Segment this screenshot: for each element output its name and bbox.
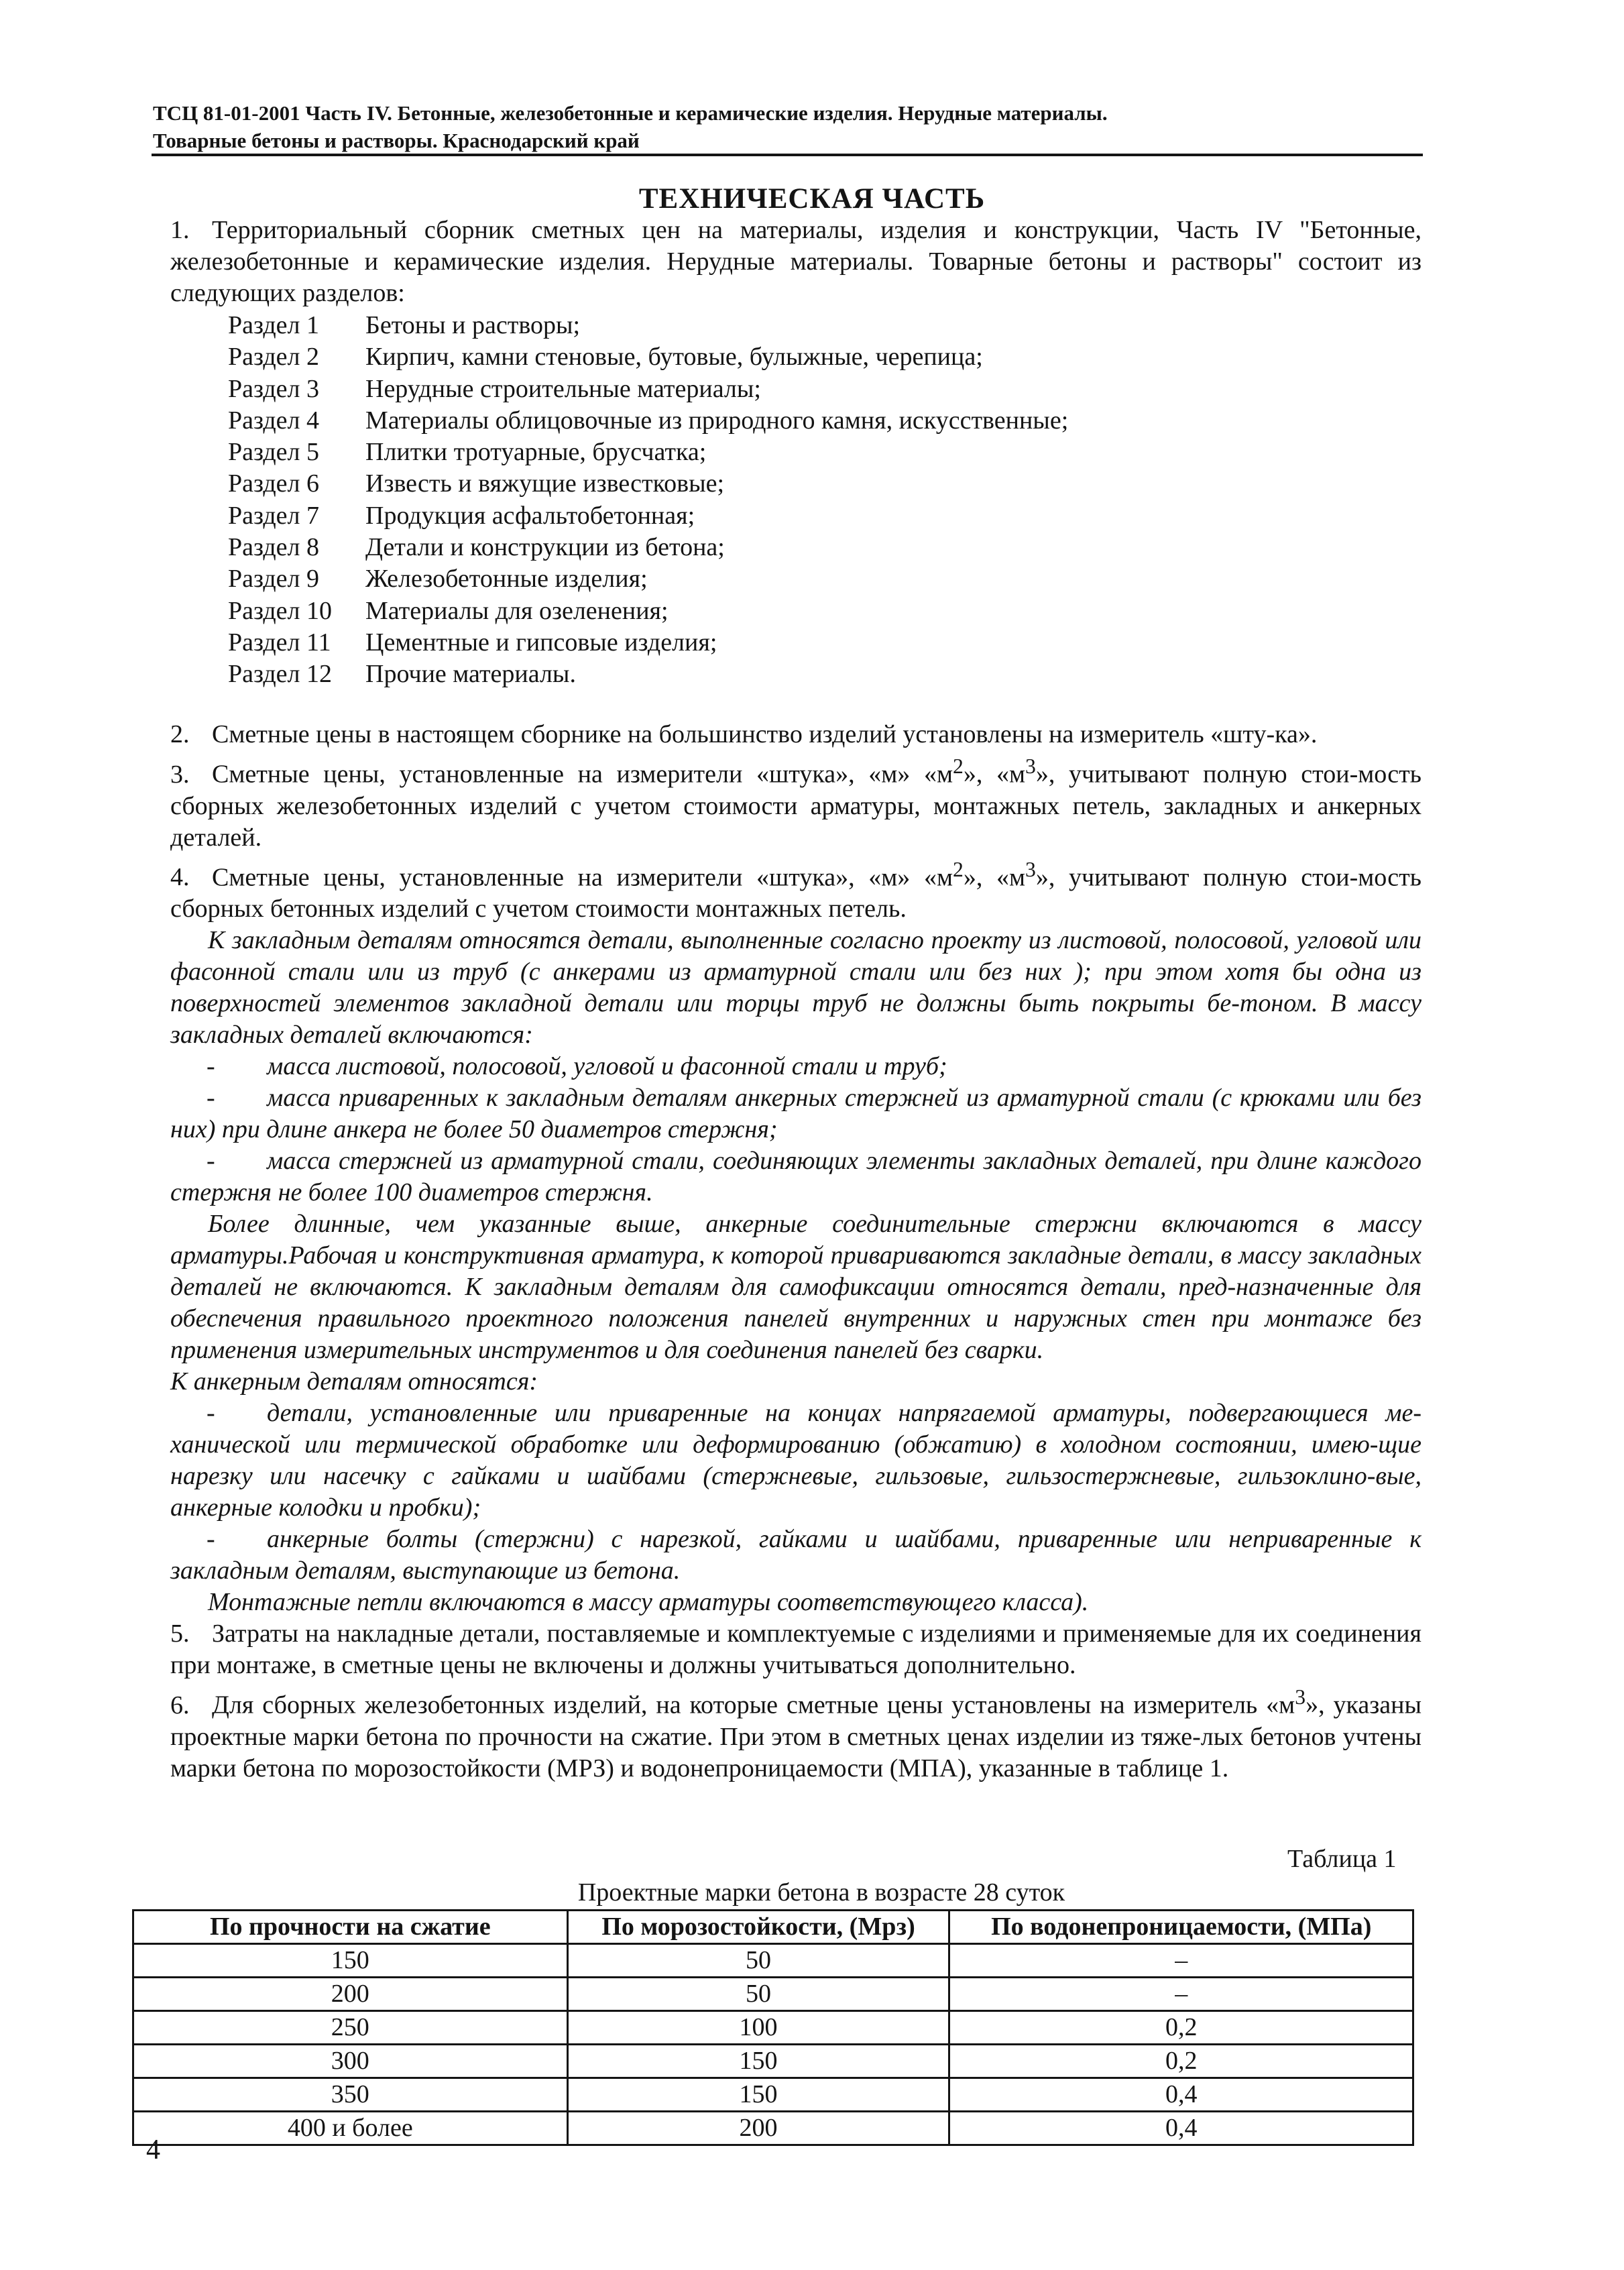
paragraph-5 [170,1618,1422,1681]
table-cell: 50 [567,1978,949,2011]
section-title: Материалы для озеленения; [365,596,669,625]
table-cell: 150 [567,2078,949,2112]
section-title: Продукция асфальтобетонная; [365,501,695,530]
list-item [228,405,1068,437]
table-cell: 150 [133,1944,568,1978]
paragraph-text: Сметные цены, установленные на измерители «штука», «м» «м [212,863,953,892]
header-rule [152,154,1423,156]
list-item [228,310,1068,341]
table-cell: 350 [133,2078,568,2112]
dash-item-text: масса стержней из арматурной стали, соединяющих элементы закладных деталей, при длине каждого стержня не более 100 диаметров стержня. [170,1147,1422,1207]
list-item [228,341,1068,373]
paragraph-text: », «м [963,760,1026,789]
sections-list [228,310,1068,691]
header-line-2: Товарные бетоны и растворы. Краснодарский край [153,129,640,152]
table-row [133,2112,1413,2145]
paragraph-number: 3. [170,760,190,789]
table-row [133,1978,1413,2011]
table-cell: 300 [133,2045,568,2078]
section-label: Раздел 6 [228,469,319,498]
section-label: Раздел 1 [228,311,319,339]
section-label: Раздел 4 [228,406,319,435]
note-lifting-loops: Монтажные петли включаются в массу арматуры соответствующего класса). [208,1588,1089,1617]
paragraph-4 [170,854,1422,925]
superscript: 3 [1295,1685,1306,1709]
superscript: 3 [1025,754,1036,778]
column-header: По водонепроницаемости, (МПа) [949,1911,1413,1944]
list-item [228,532,1068,563]
dash-item [170,1398,1422,1524]
section-label: Раздел 12 [228,660,332,689]
dash-item [170,1524,1422,1587]
paragraph-text: Территориальный сборник сметных цен на материалы, изделия и конструкции, Часть IV "Бетонные, железобетонные и керамические изделия. Нерудные материалы. Товарные бетоны и растворы" состоит из следующих разделов: [170,216,1422,307]
section-title: Плитки тротуарные, брусчатка; [365,438,707,467]
dash-marker: - [207,1525,215,1554]
header-line-1: ТСЦ 81-01-2001 Часть IV. Бетонные, железобетонные и керамические изделия. Нерудные материалы. [153,101,1108,125]
dash-item-text: анкерные болты (стержни) с нарезкой, гайками и шайбами, приваренные или неприваренные к закладным деталям, выступающие из бетона. [170,1525,1422,1585]
paragraph-text: Затраты на накладные детали, поставляемые и комплектуемые с изделиями и применяемые для их соединения при монтаже, в сметные цены не включены и должны учитываться дополнительно. [170,1620,1422,1680]
paragraph-text: Для сборных железобетонных изделий, на которые сметные цены установлены на измеритель «м [212,1691,1295,1719]
paragraph-3 [170,750,1422,854]
list-item [228,595,1068,627]
table-title: Проектные марки бетона в возрасте 28 суток [577,1878,1065,1907]
paragraph-number: 5. [170,1620,190,1648]
page-title: ТЕХНИЧЕСКАЯ ЧАСТЬ [638,183,986,215]
section-label: Раздел 10 [228,596,332,625]
dash-marker: - [207,1399,215,1428]
section-label: Раздел 2 [228,343,319,372]
table-cell: 50 [567,1944,949,1978]
section-label: Раздел 9 [228,565,319,593]
paragraph-number: 2. [170,720,190,748]
table-cell: 0,2 [949,2045,1413,2078]
table-cell: 0,4 [949,2112,1413,2145]
section-title: Детали и конструкции из бетона; [365,533,725,562]
table-cell: – [949,1978,1413,2011]
note-longer-rods: Более длинные, чем указанные выше, анкерные соединительные стержни включаются в массу арматуры.Рабочая и конструктивная арматура, к которой привариваются закладные детали, в массу закладных деталей не включаются. К закладным деталям для самофиксации относятся детали, пред-назначенные для обеспечения правильного проектного положения панелей внутренних и наружных стен при монтаже без применения измерительных инструментов и для соединения панелей без сварки. [170,1210,1422,1365]
table-label: Таблица 1 [1287,1845,1397,1873]
section-label: Раздел 11 [228,628,331,657]
dash-item [170,1082,1422,1145]
section-title: Нерудные строительные материалы; [365,374,761,403]
paragraph-number: 1. [170,216,190,244]
section-label: Раздел 7 [228,501,319,530]
paragraph-text: », учитывают полную стои-мость сборных бетонных изделий с учетом стоимости монтажных петель. [170,863,1422,923]
dash-marker: - [207,1147,215,1176]
note-embedded-parts: К закладным деталям относятся детали, выполненные согласно проекту из листовой, полосовой, угловой или фасонной стали или из труб (с анкерами из арматурной стали или без них ); при этом хотя бы одна из поверхностей элементов закладной детали или торцы труб не должны быть покрыты бе-тоном. В массу закладных деталей включаются: [170,926,1422,1049]
section-title: Цементные и гипсовые изделия; [365,628,717,657]
superscript: 2 [953,754,964,778]
list-item [228,500,1068,532]
paragraph-number: 4. [170,863,190,892]
section-label: Раздел 8 [228,533,319,562]
table-header-row [133,1911,1413,1944]
table-cell: 250 [133,2011,568,2045]
running-header [153,99,1420,154]
dash-item [170,1051,1422,1082]
list-item [228,563,1068,595]
table-cell: 150 [567,2045,949,2078]
section-title: Материалы облицовочные из природного камня, искусственные; [365,406,1069,435]
column-header: По морозостойкости, (Мрз) [567,1911,949,1944]
section-title: Кирпич, камни стеновые, бутовые, булыжные, черепица; [365,343,983,372]
paragraph-6 [170,1681,1422,1784]
table-row [133,2045,1413,2078]
table-cell: 100 [567,2011,949,2045]
table-cell: – [949,1944,1413,1978]
paragraph-text: Сметные цены в настоящем сборнике на большинство изделий установлены на измеритель «шту-ка». [212,720,1318,748]
dash-marker: - [207,1084,215,1113]
table-row [133,2011,1413,2045]
superscript: 2 [953,857,964,881]
table-row [133,2078,1413,2112]
section-label: Раздел 5 [228,438,319,467]
dash-item-text: масса приваренных к закладным деталям анкерных стержней из арматурной стали (с крюками или без них) при длине анкера не более 50 диаметров стержня; [170,1084,1422,1144]
table-cell: 0,4 [949,2078,1413,2112]
paragraph-text: Сметные цены, установленные на измерители «штука», «м» «м [212,760,953,789]
dash-item [170,1145,1422,1208]
body-text [170,719,1422,1784]
paragraph-2 [170,719,1422,750]
column-header: По прочности на сжатие [133,1911,568,1944]
dash-item-text: масса листовой, полосовой, угловой и фасонной стали и труб; [267,1052,947,1081]
paragraph-text: », учитывают полную стои-мость сборных железобетонных изделий с учетом стоимости арматуры, монтажных петель, закладных и анкерных деталей. [170,760,1422,852]
page-number: 4 [146,2135,160,2165]
section-title: Прочие материалы. [365,660,576,689]
list-item [228,627,1068,659]
paragraph-1 [170,215,1422,309]
table-cell: 0,2 [949,2011,1413,2045]
superscript: 3 [1025,857,1036,881]
section-label: Раздел 3 [228,374,319,403]
section-title: Известь и вяжущие известковые; [365,469,725,498]
dash-marker: - [207,1052,215,1081]
paragraph-text: », «м [963,863,1026,892]
table-cell: 400 и более [133,2112,568,2145]
dash-item-text: детали, установленные или приваренные на концах напрягаемой арматуры, подвергающиеся ме-ханической или термической обработке или деформированию (обжатию) в холодном состоянии, имею-щие нарезку или насечку с гайками и шайбами (стержневые, гильзовые, гильзостержневые, гильзоклино-вые, анкерные колодки и пробки); [170,1399,1422,1522]
table-cell: 200 [133,1978,568,2011]
list-item [228,659,1068,690]
list-item [228,468,1068,500]
list-item [228,374,1068,405]
list-item [228,437,1068,468]
section-title: Бетоны и растворы; [365,311,581,339]
paragraph-text: », указаны проектные марки бетона по прочности на сжатие. При этом в сметных ценах изделии из тяже-лых бетонов учтены марки бетона по морозостойкости (МРЗ) и водонепроницаемости (МПА), указанные в таблице 1. [170,1691,1422,1782]
table-row [133,1944,1413,1978]
concrete-grades-table [132,1909,1414,2146]
note-anchor-parts: К анкерным деталям относятся: [170,1367,538,1396]
table-cell: 200 [567,2112,949,2145]
section-title: Железобетонные изделия; [365,565,648,593]
paragraph-number: 6. [170,1691,190,1719]
